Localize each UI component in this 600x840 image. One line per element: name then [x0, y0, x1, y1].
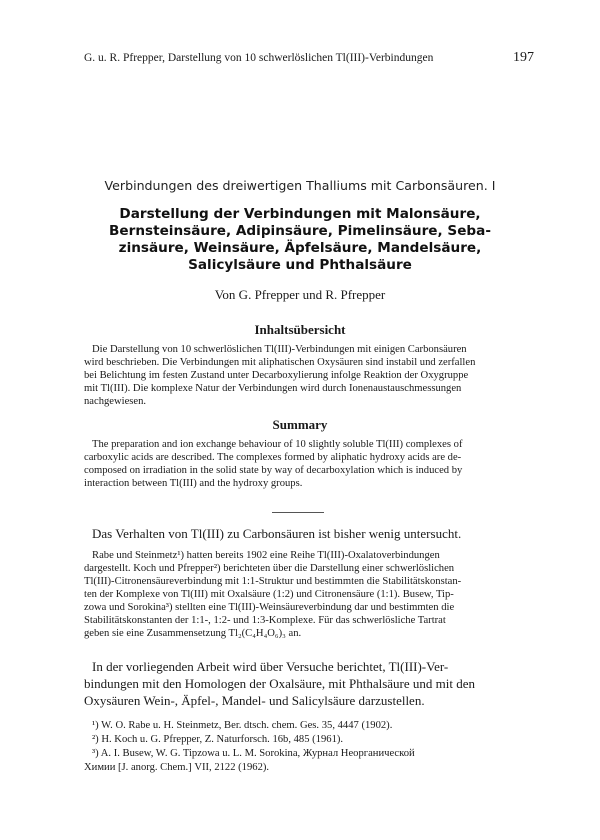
summary-heading: Summary: [272, 417, 328, 432]
summary-line: carboxylic acids are described. The complexes formed by aliphatic hydroxy acids are de-: [84, 452, 462, 463]
section-divider: [272, 512, 324, 513]
body-line: geben sie eine Zusammensetzung Tl₂(C₄H₄O₆)₃ an.: [84, 628, 302, 639]
title-line: Darstellung der Verbindungen mit Malonsäure,: [119, 206, 481, 222]
title-line: zinsäure, Weinsäure, Äpfelsäure, Mandelsäure,: [118, 240, 482, 256]
summary-abstract: [84, 438, 532, 490]
title-line: Salicylsäure und Phthalsäure: [188, 257, 412, 273]
page-number: 197: [513, 50, 534, 65]
body-line: Oxysäuren Wein-, Äpfel-, Mandel- und Salicylsäure darzustellen.: [84, 693, 425, 708]
body-line: Rabe und Steinmetz¹) hatten bereits 1902 eine Reihe Tl(III)-Oxalatoverbindungen: [92, 550, 440, 561]
body-large-paragraph: [84, 658, 534, 709]
abstract-line: wird beschrieben. Die Verbindungen mit aliphatischen Oxysäuren sind instabil und zerfallen: [84, 357, 476, 368]
article-title: [40, 206, 560, 274]
abstract-line: bei Belichtung im festen Zustand unter Decarboxylierung infolge Reaktion der Oxygruppe: [84, 370, 469, 381]
footnote-continuation: Химии [J. anorg. Chem.] VII, 2122 (1962).: [84, 762, 270, 773]
body-line: Tl(III)-Citronensäureverbindung mit 1:1-Struktur und bestimmten die Stabilitätskonstan-: [84, 576, 462, 587]
footnote: ³) A. I. Busew, W. G. Tipzowa u. L. M. Sorokina, Журнал Неорганической: [92, 748, 415, 759]
body-line: dargestellt. Koch und Pfrepper²) berichteten über die Darstellung einer schwerlöslichen: [84, 563, 455, 574]
body-line: bindungen mit den Homologen der Oxalsäure, mit Phthalsäure und mit den: [84, 676, 476, 691]
abstract-line: Die Darstellung von 10 schwerlöslichen Tl(III)-Verbindungen mit einigen Carbonsäuren: [92, 344, 467, 355]
abstract-line: mit Tl(III). Die komplexe Natur der Verbindungen wird durch Ionenaustauschmessungen: [84, 383, 462, 394]
abstract-line: nachgewiesen.: [84, 396, 147, 407]
footnote: ¹) W. O. Rabe u. H. Steinmetz, Ber. dtsch. chem. Ges. 35, 4447 (1902).: [92, 720, 393, 731]
running-title: G. u. R. Pfrepper, Darstellung von 10 schwerlöslichen Tl(III)-Verbindungen: [84, 52, 434, 64]
body-line: In der vorliegenden Arbeit wird über Versuche berichtet, Tl(III)-Ver-: [92, 659, 449, 674]
body-small-paragraph: [84, 549, 532, 640]
authors-line: Von G. Pfrepper und R. Pfrepper: [214, 287, 386, 302]
title-line: Bernsteinsäure, Adipinsäure, Pimelinsäure, Seba-: [109, 223, 491, 239]
body-line: ten der Komplexe von Tl(III) mit Oxalsäure (1:2) und Citronensäure (1:1). Busew, Tip-: [84, 589, 454, 600]
inhalt-abstract: [84, 343, 532, 408]
running-header: [84, 50, 534, 66]
intro-sentence: Das Verhalten von Tl(III) zu Carbonsäuren ist bisher wenig untersucht.: [92, 526, 462, 541]
summary-line: interaction between Tl(III) and the hydroxy groups.: [84, 478, 303, 489]
summary-line: composed on irradiation in the solid state by way of decarboxylation which is induced by: [84, 465, 463, 476]
body-line: Stabilitätskonstanten der 1:1-, 1:2- und 1:3-Komplexe. Für das schwerlösliche Tartrat: [84, 615, 446, 626]
body-line: zowa und Sorokina³) stellten eine Tl(III)-Weinsäureverbindung dar und bestimmten die: [84, 602, 455, 613]
footnotes: [84, 719, 532, 775]
series-title: Verbindungen des dreiwertigen Thalliums mit Carbonsäuren. I: [104, 178, 496, 193]
summary-line: The preparation and ion exchange behaviour of 10 slightly soluble Tl(III) complexes of: [92, 439, 463, 450]
footnote: ²) H. Koch u. G. Pfrepper, Z. Naturforsch. 16b, 485 (1961).: [92, 734, 344, 745]
inhalt-heading: Inhaltsübersicht: [254, 322, 346, 337]
